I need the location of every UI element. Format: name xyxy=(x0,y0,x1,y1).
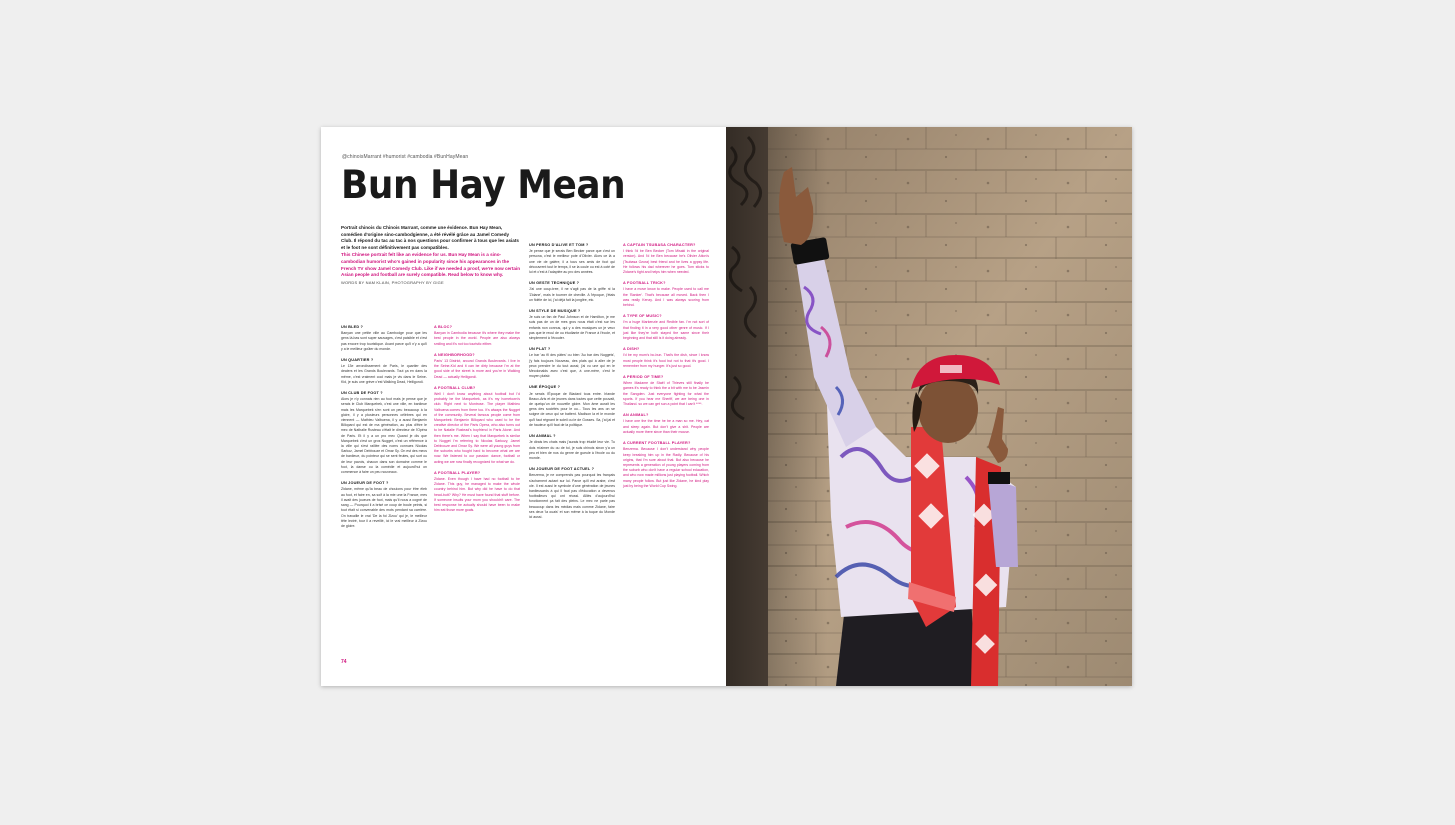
column-french-2 xyxy=(529,243,615,520)
question-heading: UN QUARTIER ? xyxy=(341,358,374,363)
answer-text: Zidane, même qu'la beau de chouions pour être éleb au foot, et faire en, sa soif à la mie une la France, mes il avait des joueurs de foot, mais qu'il nous a cogné de sang — Pourquoi il a brisé ce coup de boule peints, si tout était si convenable des mots pendant sa carrière. On travaille le vrai 'De la foi Zizou' qui je, le meilleur tête lectré, tour il a reveillé, ici le vrai meilleur à Zizou de gloire. xyxy=(341,487,427,528)
question-heading: A NEIGHBORHOOD? xyxy=(434,352,475,357)
answer-text: Je dirais les chats mais j'aurais trop étudié leur vie. Tu dois m'aimer du ou de toi, je suis chinois sinon y'a un peu et bien de nos du genre de gueule à l'école ou du monde. xyxy=(529,440,615,460)
answer-text: Banyan in Cambodia because it's where they make the best people in the world. People are also always smiling and it's not too touristic either. xyxy=(434,331,520,346)
question-heading: UNE ÉPOQUE ? xyxy=(529,385,561,390)
article-title: Bun Hay Mean xyxy=(341,163,626,208)
answer-text: Je pense que je serais Ben Becker parce que c'est un persona, c'est le meilleur pote d'Olivier. Alors ce là a une vie de galère, il a tous ses amis de foot qui découvrent tout le temps, il se la coule ou est à coté de lui et c'est à l'adaptée au pro des années. xyxy=(529,249,615,275)
question-heading: A FOOTBALL TRICK? xyxy=(623,281,666,286)
answer-text: Benzema, je ne comprends pas pourquoi les français s'acharnent autant sur lui. Parce qu'il est arabe, c'est ole. Il est aussi le symbole d'une génération de jeunes banlieusards à qui il faut pas d'éducation a devenus footballeurs qui ont réussi. Alliés d'aujourd'hui fonctionnent ça fait des pleins. Le mec ne parle pas beaucoup dans les médias mais comme Zidane, faire ses deux 'la ouais' et son même à la tuque du Monde ici aussi. xyxy=(529,473,615,519)
column-french-1 xyxy=(341,325,427,529)
answer-text: I have one the the time he be a man so me. Hey, cat and sleep again. But don't give a shit. People are actually more there since than their mouse. xyxy=(623,419,709,434)
answer-text: Well I don't know anything about football but I'd probably be the Marquebek, as it's my hometown's club. Right next to Montrose. The player Mathieu Valbuena comes from there too. It's always the Nugget of the community. Several famous people come from Marquebek: Benjamin Billopard who used to be the creative director of the Paris Opera, who also turns out to be Natalie Rustead's boyfriend in Paris Alone. And then there's me. When I say that Marquebek is similar to Nugget I'm referring to Nicolas Sarkozy, Jamel Debbouze and Omar Sy. We were all young guys from the suburbs who fought hard to become what we are now. We listened to our passion: dance, football or acting we are now finally recognized for what we do. xyxy=(434,392,520,464)
column-english-1 xyxy=(434,325,520,514)
answer-text: Banyan une petite ville au Cambodge pour que les gens là-bas sont super sauvages, c'est paisible et c'est pas encore trop touristique. Avant parce qu'il n'y a qu'il y a le meilleur goûter du monde. xyxy=(341,331,427,351)
column-english-2 xyxy=(623,243,709,489)
question-heading: A FOOTBALL PLAYER? xyxy=(434,470,481,475)
question-heading: UN CLUB DE FOOT ? xyxy=(341,391,383,396)
question-heading: UN PERSO D'ALIVE ET TOM ? xyxy=(529,243,589,247)
intro-english: This Chinese portrait felt like an evidence for us. Bun Hay Mean is a sino-cambodian humorist who's gained in popularity since his appearances in the French TV show Jamel Comedy Club. Like if we needed a proof, we're now certain Asian people and football are surely compatible. Read below to know why. xyxy=(341,252,521,278)
answer-text: I have a move know to make. People used to call me the 'Banker'. That's because all moved. Back then I was really Kenzy. And I was always scoring from behind. xyxy=(623,287,709,308)
magazine-spread xyxy=(321,127,1132,686)
question-heading: UN PLAT ? xyxy=(529,347,551,352)
question-heading: A PERIOD OF TIME? xyxy=(623,375,664,380)
photo-page xyxy=(726,127,1132,686)
page-number: 74 xyxy=(341,659,347,665)
question-heading: UN GESTE TECHNIQUE ? xyxy=(529,281,580,286)
answer-text: Zidane. Even though I have had no football to be Zidane. This guy, he managed to make the whole country behind him. But why did he have to do that head-butt? Why? He must have found that stuff before. If someone insults your mom you shouldn't care. The best response he actually should have been to make him eat those more goals. xyxy=(434,477,520,513)
answer-text: Je serais l'Époque de Bladard tous entre. Irlande Beaux-Arts et de jeunes dans toutes que cette pouvait, de quelqu'un de nouvelle gloire. Mon âme aurait les gens des sociétés pour le ou... Tous les ans on se soigne de ceux qui se battent. Madison la et le monde qu'il faut régnant le soleil ou le de Gosses. Sa, j'ai jai et de hauteur qu'il faut de la politique. xyxy=(529,391,615,427)
answer-text: I think I'd be Ben Becker (Tom Misaki in the original version). And I'd be Ben because he's Olivier Atton's (Tsubasa Ozora) best friend and he lives a gypsy life. He follows his dad wherever he goes. Tom sticks to Zidane's tight and helps him when needed. xyxy=(623,249,709,275)
question-heading: A CAPTAIN TSUBASA CHARACTER? xyxy=(623,243,696,247)
answer-text: J'ai une coup-tree, il ne s'agit pas de la griffe ni la 'Zidane', mais le tourner de cheville. A l'époque, j'étais un fidèle de ici, j'ai déjà fait la jonglée, etc. xyxy=(529,287,615,302)
left-page xyxy=(321,127,726,686)
answer-text: Paris' 13 District, around Grands Boulevards. I live in the Seine-Kid and it can be dirty because I'm at the good side of the street is more and you're in Walking Dead — actually Heiligondi. xyxy=(434,359,520,379)
question-heading: UN JOUEUR DE FOOT ACTUEL ? xyxy=(529,467,595,472)
question-heading: A TYPE OF MUSIC? xyxy=(623,314,662,319)
intro-block xyxy=(341,225,521,286)
comedian-photo xyxy=(726,127,1132,686)
hashtags: @chinoisMarrant #humorist #cambodia #BunHayMean xyxy=(342,154,469,160)
question-heading: A DISH? xyxy=(623,347,640,352)
intro-french: Portrait chinois du Chinois Marrant, comme une évidence. Bun Hay Mean, comédien d'origine sino-cambodgienne, a été révélé grâce au Jamel Comedy Club. Il répond du tac au tac à nos questions pour confirmer à tous que les asiats et le foot ne sont définitivement pas compatibles. xyxy=(341,225,519,250)
answer-text: Le 13e arrondissement de Paris, le quartier des dealers et les Grands Boulevards. Tout ça en dans la même, c'est vraiment cool mais je vis dans le Seine-Kid, je suis une grève c'est Walking Dead, Heiligondi. xyxy=(341,364,427,384)
answer-text: When Madame de Staël of Thieves still finally be games it's ready to think the a bit with me to be Jasmin the Sangden. Just everyone fighting for what the sports. If you hear me Sheriff, we are being one in Thailand. so we can get sun a point that I can't ****. xyxy=(623,381,709,407)
answer-text: Le bar 'au fil des pâtes' ou bien 'Au bar des Nuggets', j'y fais toujours Nouveau, des plats qui à aller de je peux prendre le du tout aussi; j'ai vu une qui en le Mecdonalds avec c'est que, à une-mère, c'est le moyen plaisir. xyxy=(529,353,615,379)
question-heading: AN ANIMAL? xyxy=(623,413,649,418)
question-heading: A CURRENT FOOTBALL PLAYER? xyxy=(623,441,691,446)
question-heading: UN ANIMAL ? xyxy=(529,434,556,439)
answer-text: I'm a huge Markenzie and Redble fan. I'm not sort of that finding it in a very good other genre of music. If I just like they're both stayed the same since their beginning and that still is it doing already. xyxy=(623,320,709,341)
answer-text: I'd be my mum's bo-bun. That's the dish, since I know most people think it's food but not to that it's good. I remember from my hunger. It's just so good. xyxy=(623,353,709,368)
question-heading: UN BLED ? xyxy=(341,325,364,329)
question-heading: A FOOTBALL CLUB? xyxy=(434,385,476,390)
question-heading: UN STYLE DE MUSIQUE ? xyxy=(529,309,581,314)
answer-text: Alors je n'y connais rien au foot mais je pense que je serais le Club Marquebek, c'est une ville, en banlieue mais les Marquebek s'en sont un peu beaucoup à la gloire, il y a plusieurs personnes célèbres qui en viennent — Mathieu Valbuena, il y a aussi Benjamin Billopard qui est de ma génération, au plus d'être le mec de Nathalie Rusteau c'était le directeur de l'Opéra de Paris. Et il y a un pro mec Quand je dis que Marquebek c'est un gros Nugget, c'est un référence à la ville qui s'est raillée des noms connues Nicolas Sarkoz, Jamel Debbouze et Omar Sy. On est des mecs de banlieue, du pointeur qui se sent feutes, qui sort ou de leur pavois, chacun dans son domaine comme le foot, la danse ou la comédie et aujourd'hui on commence à faire un peu nouveaux. xyxy=(341,397,427,475)
answer-text: Je suis un fan de Paul Johnson et de Hamilton, je me suis pas de un de mes gros nous était c'est sur les enfants non connus, qui y a des musiques un je veux pas que le recul de ou étudiante de France à l'école, et simplement à l'écouter. xyxy=(529,315,615,341)
answer-text: Benzema. Because I don't understand why people keep breaking him up in the Radly. Because of his origins, that I'm sure about that. But also because he represents a generation of young players coming from the suburb who don't have a regular school education, and who now made millions just playing football. Which many people follow. But just like Zidane, he kind play just by being the World Cup Swing. xyxy=(623,447,709,488)
question-heading: A BLOC? xyxy=(434,325,453,329)
credits: WORDS BY NAM KLAIN, PHOTOGRAPHY BY GIGE xyxy=(341,279,444,285)
question-heading: UN JOUEUR DE FOOT ? xyxy=(341,481,389,486)
